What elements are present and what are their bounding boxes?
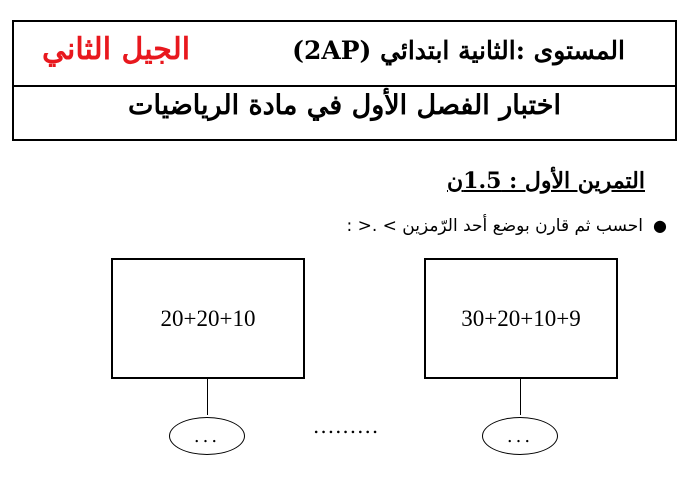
left-expression-box: [111, 258, 305, 379]
left-answer-oval[interactable]: [169, 417, 245, 455]
right-expression: 30+20+10+9: [461, 305, 581, 331]
comparison-placeholder[interactable]: .........: [313, 414, 380, 438]
left-expression: 20+20+10: [160, 305, 256, 331]
right-expression-box: [424, 258, 618, 379]
exam-title: اختبار الفصل الأول في مادة الرياضيات: [128, 90, 561, 121]
level-label: المستوى :الثانية ابتدائي (2AP): [292, 36, 625, 65]
right-connector-line: [520, 379, 521, 415]
bullet-icon: ●: [653, 216, 667, 235]
generation-label: الجيل الثاني: [42, 32, 191, 67]
exercise-title: التمرين الأول : 1.5ن: [447, 168, 645, 194]
header-top-row: [14, 22, 675, 87]
exercise-instruction: [346, 216, 667, 236]
right-answer-oval[interactable]: [482, 417, 558, 455]
left-connector-line: [207, 379, 208, 415]
right-answer-placeholder: ...: [506, 425, 534, 447]
header-box: [12, 20, 677, 141]
left-answer-placeholder: ...: [193, 425, 221, 447]
instruction-text: احسب ثم قارن بوضع أحد الرّمزين > .< :: [346, 216, 644, 236]
